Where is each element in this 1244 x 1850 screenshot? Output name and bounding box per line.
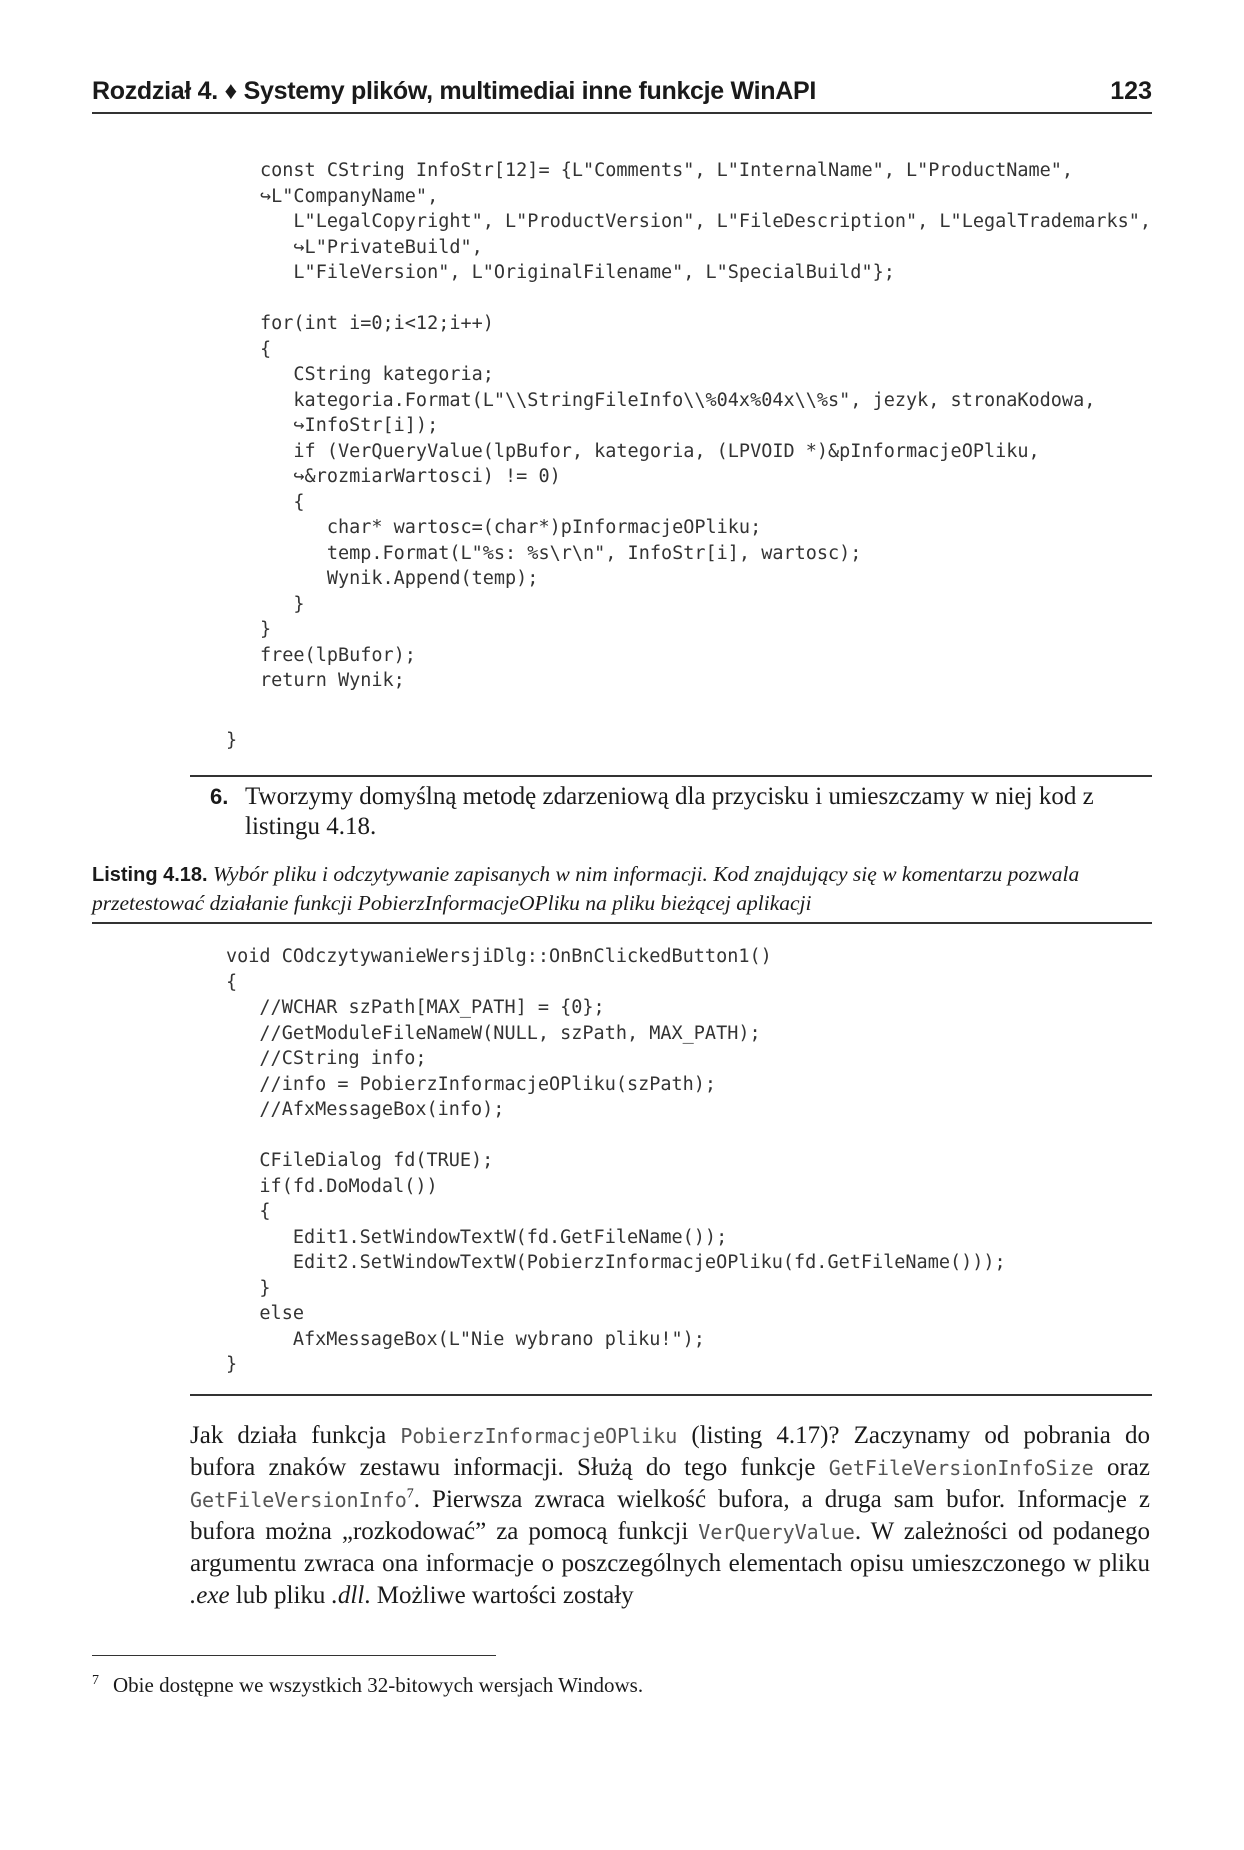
- step-number: 6.: [210, 784, 229, 809]
- text-run: lub pliku: [229, 1582, 332, 1609]
- code-line: [226, 1123, 1006, 1149]
- code-line: {: [226, 1201, 271, 1222]
- inline-code: GetFileVersionInfo: [190, 1488, 407, 1512]
- chapter-title: Rozdział 4. ♦ Systemy plików, multimediai inne funkcje WinAPI: [92, 77, 817, 105]
- code-line: //info = PobierzInformacjeOPliku(szPath);: [226, 1073, 717, 1095]
- code-line: }: [260, 593, 305, 615]
- footnote-separator: [92, 1655, 496, 1656]
- footnote: [92, 1672, 992, 1698]
- code-line: L"FileVersion", L"OriginalFilename", L"SpecialBuild"};: [260, 262, 895, 283]
- text-run: Jak działa funkcja: [190, 1422, 401, 1449]
- footnote-reference[interactable]: 7: [406, 1486, 414, 1502]
- text-run: oraz: [1093, 1454, 1150, 1481]
- inline-code: VerQueryValue: [698, 1520, 855, 1544]
- code-listing-4-18: [226, 944, 1006, 1378]
- step-text: Tworzymy domyślną metodę zdarzeniową dla przycisku i umieszczamy w niej kod z listingu 4.18.: [245, 783, 1094, 840]
- body-paragraph: [190, 1420, 1150, 1612]
- footnote-text: Obie dostępne we wszystkich 32-bitowych wersjach Windows.: [113, 1673, 644, 1697]
- code-line: }: [226, 1277, 271, 1299]
- code-line: [260, 286, 1151, 312]
- code-closing-brace: }: [226, 730, 238, 751]
- code-line: //WCHAR szPath[MAX_PATH] = {0};: [226, 997, 605, 1018]
- code-line: char* wartosc=(char*)pInformacjeOPliku;: [260, 517, 762, 538]
- code-line: CFileDialog fd(TRUE);: [226, 1150, 494, 1171]
- text-run: . W zależności od podanego argumentu zwraca ona informacje o poszczególnych elementach opisu umieszczonego w pliku: [190, 1518, 1150, 1577]
- inline-code: GetFileVersionInfoSize: [828, 1456, 1094, 1480]
- code-line: Wynik.Append(temp);: [260, 568, 539, 589]
- italic-term: .dll: [331, 1582, 365, 1609]
- listing-caption: [92, 860, 1152, 917]
- code-line: if (VerQueryValue(lpBufor, kategoria, (LPVOID *)&pInformacjeOPliku,: [260, 440, 1040, 462]
- code-line: ↪L"PrivateBuild",: [260, 236, 483, 258]
- code-line: {: [226, 971, 238, 993]
- code-line: for(int i=0;i<12;i++): [260, 313, 494, 334]
- code-line: {: [260, 491, 305, 513]
- code-line: L"LegalCopyright", L"ProductVersion", L"FileDescription", L"LegalTrademarks",: [260, 211, 1152, 232]
- code-line: const CString InfoStr[12]= {L"Comments", L"InternalName", L"ProductName",: [260, 160, 1074, 181]
- code-line: if(fd.DoModal()): [226, 1175, 438, 1197]
- inline-code: PobierzInformacjeOPliku: [400, 1424, 678, 1448]
- code-line: ↪L"CompanyName",: [260, 185, 439, 207]
- code-line: else: [226, 1303, 304, 1324]
- listing-caption-text: Wybór pliku i odczytywanie zapisanych w nim informacji. Kod znajdujący się w komentarzu pozwala przetestować działanie funkcji PobierzInformacjeOPliku na pliku bieżącej aplikacji: [92, 862, 1080, 915]
- code-line: return Wynik;: [260, 670, 405, 691]
- listing-label: Listing 4.18.: [92, 864, 208, 886]
- code-line: ↪InfoStr[i]);: [260, 415, 439, 436]
- code-line: //CString info;: [226, 1048, 427, 1069]
- code-line: }: [226, 1354, 238, 1375]
- code-listing-4-17-continued: [260, 158, 1151, 694]
- page-number: 123: [1110, 77, 1152, 105]
- code-line: {: [260, 338, 272, 360]
- step-6: [210, 782, 1140, 842]
- code-line: temp.Format(L"%s: %s\r\n", InfoStr[i], wartosc);: [260, 542, 862, 564]
- code-line: ↪&rozmiarWartosci) != 0): [260, 466, 561, 487]
- code-line: AfxMessageBox(L"Nie wybrano pliku!");: [226, 1328, 705, 1350]
- code-end-rule: [190, 775, 1152, 777]
- text-run: . Możliwe wartości zostały: [364, 1582, 634, 1609]
- code-line: //AfxMessageBox(info);: [226, 1099, 505, 1120]
- listing-end-rule: [190, 1394, 1152, 1396]
- code-line: //GetModuleFileNameW(NULL, szPath, MAX_PATH);: [226, 1022, 761, 1044]
- code-line: Edit1.SetWindowTextW(fd.GetFileName());: [226, 1226, 728, 1248]
- code-line: free(lpBufor);: [260, 644, 416, 666]
- footnote-mark: 7: [92, 1673, 99, 1688]
- italic-term: .exe: [190, 1582, 230, 1609]
- caption-rule: [92, 922, 1152, 924]
- code-line: kategoria.Format(L"\\StringFileInfo\\%04x%04x\\%s", jezyk, stronaKodowa,: [260, 389, 1096, 411]
- running-header: [92, 74, 1152, 114]
- text-run: . Pierwsza zwraca wielkość bufora, a druga sam bufor. Informacje z bufora można „rozkodować” za pomocą funkcji: [190, 1486, 1150, 1545]
- code-line: CString kategoria;: [260, 364, 494, 385]
- text-run: (listing 4.17)? Zaczynamy od pobrania do bufora znaków zestawu informacji. Służą do tego funkcje: [190, 1422, 1151, 1481]
- code-line: }: [260, 619, 272, 640]
- code-line: void COdczytywanieWersjiDlg::OnBnClickedButton1(): [226, 946, 772, 967]
- code-line: Edit2.SetWindowTextW(PobierzInformacjeOPliku(fd.GetFileName()));: [226, 1252, 1006, 1273]
